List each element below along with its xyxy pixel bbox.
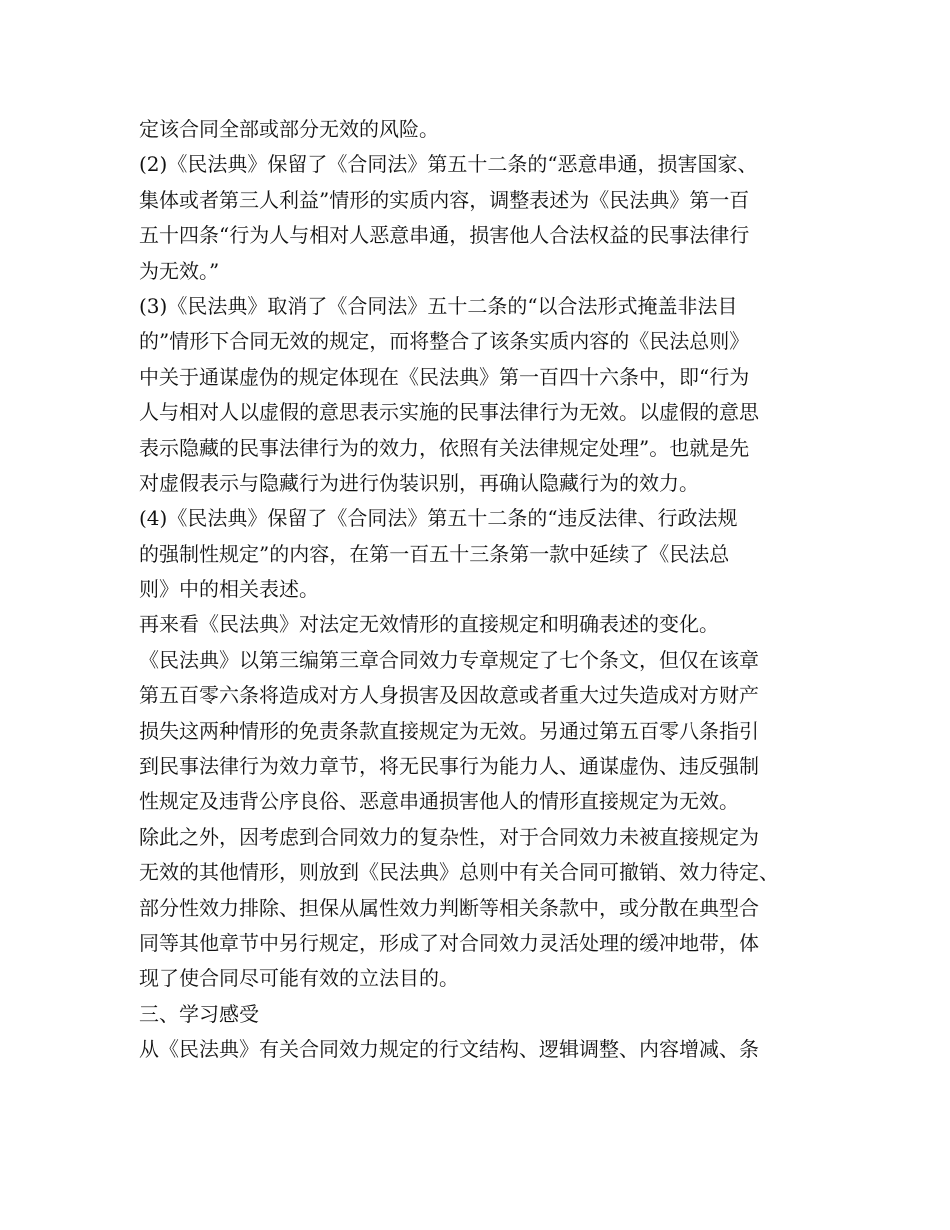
text-line: 定该合同全部或部分无效的风险。 [139, 117, 439, 141]
section-heading: 三、学习感受 [139, 1001, 259, 1026]
text-line: 的”情形下合同无效的规定，而将整合了该条实质内容的《民法总则》 [139, 329, 750, 354]
text-line: 五十四条“行为人与相对人恶意串通，损害他人合法权益的民事法律行 [139, 223, 750, 248]
text-line: 从《民法典》有关合同效力规定的行文结构、逻辑调整、内容增减、条 [139, 1037, 759, 1062]
text-line: 到民事法律行为效力章节，将无民事行为能力人、通谋虚伪、违反强制 [139, 754, 759, 779]
text-line: (4)《民法典》保留了《合同法》第五十二条的“违反法律、行政法规 [139, 506, 738, 531]
text-line: 表示隐藏的民事法律行为的效力，依照有关法律规定处理”。也就是先 [139, 435, 750, 460]
text-line: 性规定及违背公序良俗、恶意串通损害他人的情形直接规定为无效。 [139, 789, 739, 814]
text-line: 中关于通谋虚伪的规定体现在《民法典》第一百四十六条中，即“行为 [139, 364, 750, 389]
text-line: 集体或者第三人利益”情形的实质内容，调整表述为《民法典》第一百 [139, 187, 750, 212]
text-line: 的强制性规定”的内容，在第一百五十三条第一款中延续了《民法总 [139, 541, 730, 566]
text-line: 第五百零六条将造成对方人身损害及因故意或者重大过失造成对方财产 [139, 683, 759, 708]
text-line: 损失这两种情形的免责条款直接规定为无效。另通过第五百零八条指引 [139, 718, 759, 743]
text-line: 人与相对人以虚假的意思表示实施的民事法律行为无效。以虚假的意思 [139, 400, 759, 425]
text-line: 对虚假表示与隐藏行为进行伪装识别，再确认隐藏行为的效力。 [139, 470, 699, 495]
text-line: 《民法典》以第三编第三章合同效力专章规定了七个条文，但仅在该章 [139, 647, 759, 672]
text-line: 为无效。” [139, 258, 220, 283]
text-line: 同等其他章节中另行规定，形成了对合同效力灵活处理的缓冲地带，体 [139, 930, 759, 955]
text-line: (3)《民法典》取消了《合同法》五十二条的“以合法形式掩盖非法目 [139, 293, 738, 318]
document-body [139, 112, 819, 1068]
text-line: 无效的其他情形，则放到《民法典》总则中有关合同可撤销、效力待定、 [139, 860, 779, 885]
text-line: (2)《民法典》保留了《合同法》第五十二条的“恶意串通，损害国家、 [139, 152, 758, 177]
text-line: 则》中的相关表述。 [139, 577, 319, 602]
text-line: 再来看《民法典》对法定无效情形的直接规定和明确表述的变化。 [139, 612, 719, 637]
text-line: 除此之外，因考虑到合同效力的复杂性，对于合同效力未被直接规定为 [139, 824, 759, 849]
text-line: 部分性效力排除、担保从属性效力判断等相关条款中，或分散在典型合 [139, 895, 759, 920]
text-line: 现了使合同尽可能有效的立法目的。 [139, 966, 459, 991]
